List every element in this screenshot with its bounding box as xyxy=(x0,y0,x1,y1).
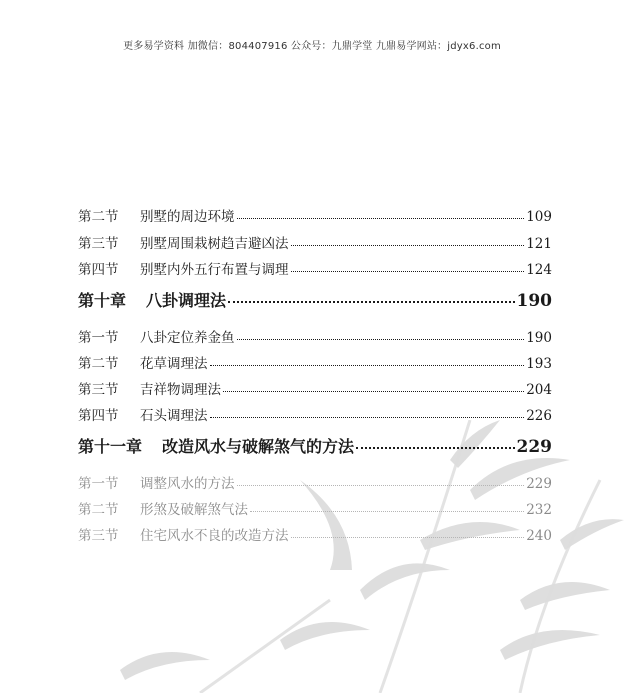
page-number: 229 xyxy=(516,437,552,457)
toc-entry xyxy=(78,498,552,518)
dot-leader xyxy=(356,436,514,452)
section-number: 第二节 xyxy=(78,209,119,225)
page-number: 109 xyxy=(526,209,552,225)
section-title: 住宅风水不良的改造方法 xyxy=(140,528,289,544)
section-number: 第三节 xyxy=(78,528,119,544)
section-number: 第二节 xyxy=(78,356,119,372)
page-number: 121 xyxy=(526,236,552,252)
page-number: 193 xyxy=(526,356,552,372)
section-title: 别墅内外五行布置与调理 xyxy=(140,262,289,278)
page-number: 190 xyxy=(516,291,552,311)
page-number: 229 xyxy=(526,476,552,492)
section-number: 第一节 xyxy=(78,330,119,346)
section-number: 第四节 xyxy=(78,408,119,424)
page-number: 190 xyxy=(526,330,552,346)
toc-entry xyxy=(78,404,552,424)
page-number: 240 xyxy=(526,528,552,544)
section-number: 第三节 xyxy=(78,236,119,252)
chapter-title: 八卦调理法 xyxy=(146,291,227,310)
section-number: 第二节 xyxy=(78,502,119,518)
section-title: 别墅的周边环境 xyxy=(140,209,235,225)
dot-leader xyxy=(210,407,525,421)
toc-entry xyxy=(78,232,552,252)
chapter-title: 改造风水与破解煞气的方法 xyxy=(162,437,355,456)
page-number: 204 xyxy=(526,382,552,398)
section-number: 第三节 xyxy=(78,382,119,398)
header-watermark: 更多易学资料 加微信：804407916 公众号：九鼎学堂 九鼎易学网站：jdyx6.com xyxy=(123,41,501,52)
section-number: 第四节 xyxy=(78,262,119,278)
toc-entry xyxy=(78,352,552,372)
toc-entry xyxy=(78,205,552,225)
toc-chapter-entry xyxy=(78,288,552,311)
chapter-number: 第十一章 xyxy=(78,437,143,456)
bamboo-background-illustration xyxy=(0,420,624,693)
dot-leader xyxy=(250,501,524,515)
page-number: 232 xyxy=(526,502,552,518)
dot-leader xyxy=(210,355,525,369)
section-title: 石头调理法 xyxy=(140,408,208,424)
toc-entry xyxy=(78,326,552,346)
page-number: 124 xyxy=(526,262,552,278)
toc-entry xyxy=(78,378,552,398)
section-title: 形煞及破解煞气法 xyxy=(140,502,248,518)
dot-leader xyxy=(223,381,524,395)
section-title: 花草调理法 xyxy=(140,356,208,372)
dot-leader xyxy=(237,475,525,489)
section-number: 第一节 xyxy=(78,476,119,492)
dot-leader xyxy=(291,527,525,541)
section-title: 八卦定位养金鱼 xyxy=(140,330,235,346)
section-title: 调整风水的方法 xyxy=(140,476,235,492)
dot-leader xyxy=(228,290,514,306)
section-title: 别墅周围栽树趋吉避凶法 xyxy=(140,236,289,252)
toc-entry xyxy=(78,472,552,492)
page-number: 226 xyxy=(526,408,552,424)
toc-chapter-entry xyxy=(78,434,552,457)
dot-leader xyxy=(237,208,525,222)
dot-leader xyxy=(291,235,525,249)
section-title: 吉祥物调理法 xyxy=(140,382,221,398)
dot-leader xyxy=(291,261,525,275)
toc-entry xyxy=(78,524,552,544)
chapter-number: 第十章 xyxy=(78,291,127,310)
toc-entry xyxy=(78,258,552,278)
dot-leader xyxy=(237,329,525,343)
